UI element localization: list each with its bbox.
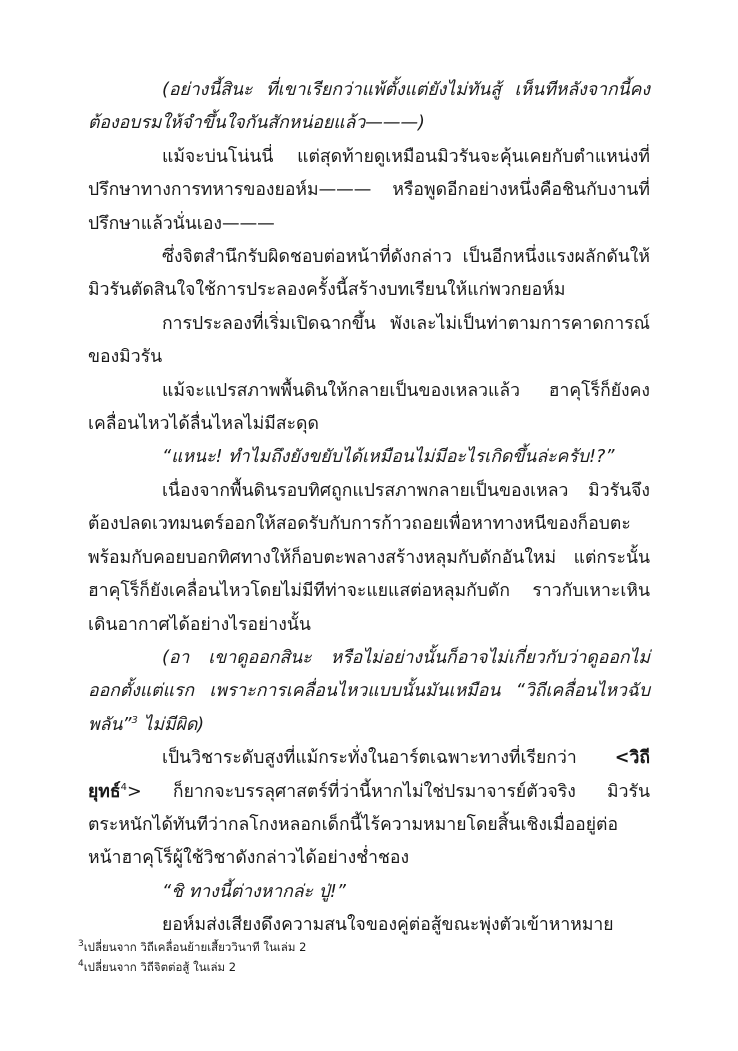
footnote-ref-3: 3 xyxy=(131,714,138,726)
footnote-3 xyxy=(78,937,678,957)
dialogue-1: “แหนะ! ทำไมถึงยังขยับได้เหมือนไม่มีอะไรเกิดขึ้นล่ะครับ!?” xyxy=(162,447,615,468)
footnote-ref-4: 4 xyxy=(120,781,128,793)
paragraph-3: ซึ่งจิตสำนึกรับผิดชอบต่อหน้าที่ดังกล่าว เป็นอีกหนึ่งแรงผลักดันให้มิวรันตัดสินใจใช้การประลองครั้งนี้สร้างบทเรียนให้แก่พวกยอห์ม xyxy=(88,247,650,301)
footnote-number: 3 xyxy=(78,939,84,950)
paragraph-7-text: (อา เขาดูออกสินะ หรือไม่อย่างนั้นก็อาจไม่เกี่ยวกับว่าดูออกไม่ออกตั้งแต่แรก เพราะการเคลื่อนไหวแบบนั้นมันเหมือน “วิถีเคลื่อนไหวฉับพลัน” xyxy=(88,647,650,735)
footnote-number: 4 xyxy=(78,959,84,970)
paragraph-8 xyxy=(88,742,650,876)
footnote-text: เปลี่ยนจาก วิถีจิตต่อสู้ ในเล่ม 2 xyxy=(83,960,237,974)
paragraph-8-text: เป็นวิชาระดับสูงที่แม้กระทั่งในอาร์ตเฉพาะทางที่เรียกว่า xyxy=(162,748,615,769)
footnotes xyxy=(78,937,678,977)
paragraph-5: แม้จะแปรสภาพพื้นดินให้กลายเป็นของเหลวแล้ว ฮาคุโร็ก็ยังคงเคลื่อนไหวได้ลื่นไหลไม่มีสะดุด xyxy=(88,380,650,435)
paragraph-7 xyxy=(88,642,650,742)
term-bold: <วิถียุทธ์ xyxy=(88,748,650,802)
footnote-4 xyxy=(78,957,678,977)
paragraph-8-tail: > ก็ยากจะบรรลุศาสตร์ที่ว่านี้หากไม่ใช่ปรมาจารย์ตัวจริง มิวรันตระหนักได้ทันทีว่ากลโกงหลอกเด็กนี้ไร้ความหมายโดยสิ้นเชิงเมื่ออยู่ต่อหน้าฮาคุโร็ผู้ใช้วิชาดังกล่าวได้อย่างช่ำชอง xyxy=(88,781,650,869)
paragraph-2: แม้จะบ่นโน่นนี่ แต่สุดท้ายดูเหมือนมิวรันจะคุ้นเคยกับตำแหน่งที่ปรึกษาทางการทหารของยอห์ม——— หรือพูดอีกอย่างหนึ่งคือชินกับงานที่ปรึกษาแล้วนั่นเอง——— xyxy=(88,146,650,234)
paragraph-7-tail: ไม่มีผิด) xyxy=(137,714,205,735)
paragraph-4: การประลองที่เริ่มเปิดฉากขึ้น พังเละไม่เป็นท่าตามการคาดการณ์ของมิวรัน xyxy=(88,313,650,368)
paragraph-6: เนื่องจากพื้นดินรอบทิศถูกแปรสภาพกลายเป็นของเหลว มิวรันจึงต้องปลดเวทมนตร์ออกให้สอดรับกับการก้าวถอยเพื่อหาทางหนีของก็อบตะ พร้อมกับคอยบอกทิศทางให้ก็อบตะพลางสร้างหลุมกับดักอันใหม่ แต่กระนั้น ฮาคุโร็ก็ยังเคลื่อนไหวโดยไม่มีทีท่าจะแยแสต่อหลุมกับดัก ราวกับเหาะเหินเดินอากาศได้อย่างไรอย่างนั้น xyxy=(88,480,650,635)
footnote-text: เปลี่ยนจาก วิถีเคลื่อนย้ายเสี้ยววินาที ในเล่ม 2 xyxy=(83,940,307,954)
dialogue-2: “ชิ ทางนี้ต่างหากล่ะ ปู่!” xyxy=(162,881,346,902)
paragraph-9: ยอห์มส่งเสียงดึงความสนใจของคู่ต่อสู้ขณะพุ่งตัวเข้าหาหมาย xyxy=(162,915,614,936)
document-body xyxy=(88,74,650,943)
paragraph-1: (อย่างนี้สินะ ที่เขาเรียกว่าแพ้ตั้งแต่ยังไม่ทันสู้ เห็นทีหลังจากนี้คงต้องอบรมให้จำขึ้นใจกันสักหน่อยแล้ว———) xyxy=(88,80,650,134)
